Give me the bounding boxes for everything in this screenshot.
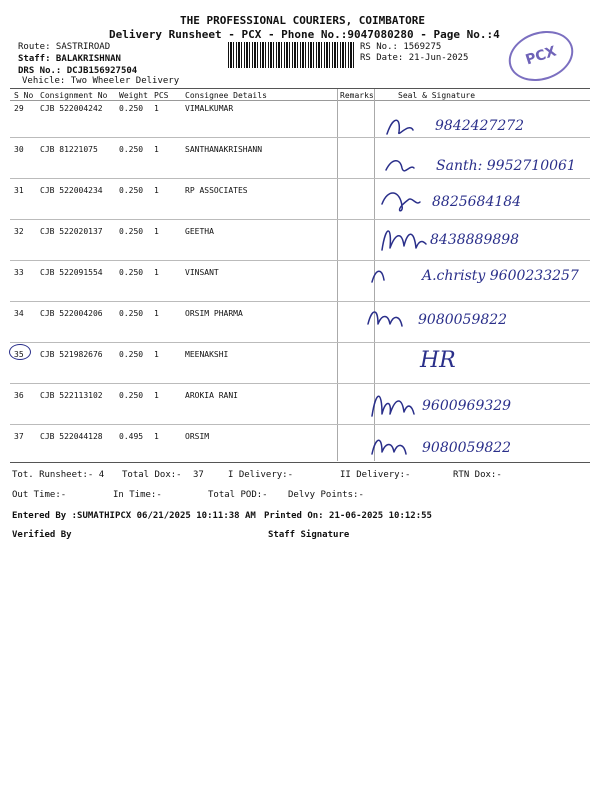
cell-weight: 0.250 [119,391,144,400]
cell-cons: CJB 521982676 [40,350,103,359]
signature-handwriting: 9600969329 [422,398,512,414]
row-divider [10,424,590,425]
column-header: Seal & Signature [398,91,476,100]
signature-handwriting: 9080059822 [422,440,512,456]
cell-pcs: 1 [154,391,159,400]
signature-handwriting: HR [420,348,456,373]
ii-delivery: II Delivery:- [340,470,411,480]
cell-sno: 32 [14,227,24,236]
verified-by: Verified By [12,530,72,540]
cell-cons: CJB 522091554 [40,268,103,277]
cell-name: MEENAKSHI [185,350,229,359]
row-divider [10,342,590,343]
column-header: Consignment No [40,91,108,100]
cell-cons: CJB 522004242 [40,104,103,113]
cell-cons: CJB 522004206 [40,309,103,318]
table-bottom-border [10,462,590,463]
cell-pcs: 1 [154,186,159,195]
cell-weight: 0.250 [119,268,144,277]
cell-pcs: 1 [154,350,159,359]
signature-handwriting: 8825684184 [432,194,522,210]
cell-sno: 30 [14,145,24,154]
cell-pcs: 1 [154,227,159,236]
tot-runsheet: Tot. Runsheet:- 4 [12,470,105,480]
cell-name: ORSIM PHARMA [185,309,243,318]
column-header: Remarks [340,91,374,100]
company-title: THE PROFESSIONAL COURIERS, COIMBATORE [180,14,426,27]
vehicle-label: Vehicle: Two Wheeler Delivery [22,76,180,86]
cell-sno: 31 [14,186,24,195]
in-time: In Time:- [113,490,162,500]
column-header: Weight [119,91,148,100]
row-divider [10,219,590,220]
remarks-column-divider [337,89,338,461]
runsheet-subtitle: Delivery Runsheet - PCX - Phone No.:9047080280 - Page No.:4 [109,28,500,41]
pcx-stamp: PCX [502,23,580,89]
signature-handwriting: 8438889898 [430,232,520,248]
cell-pcs: 1 [154,104,159,113]
rtn-dox: RTN Dox:- [453,470,502,480]
column-header: Consignee Details [185,91,267,100]
rs-date: RS Date: 21-Jun-2025 [360,53,469,63]
i-delivery: I Delivery:- [228,470,294,480]
cell-cons: CJB 522004234 [40,186,103,195]
staff-signature-label: Staff Signature [268,530,350,540]
cell-sno: 29 [14,104,24,113]
route-label: Route: SASTRIROAD [18,42,111,52]
cell-cons: CJB 522113102 [40,391,103,400]
header-divider [10,100,590,101]
cell-name: AROKIA RANI [185,391,238,400]
cell-pcs: 1 [154,268,159,277]
cell-weight: 0.495 [119,432,144,441]
column-header: S No [14,91,34,100]
cell-sno: 33 [14,268,24,277]
drs-label: DRS No.: DCJB156927504 [18,66,138,76]
cell-cons: CJB 522044128 [40,432,103,441]
cell-weight: 0.250 [119,350,144,359]
total-dox-label: Total Dox:- [122,470,182,480]
total-dox-value: 37 [193,470,204,480]
row-divider [10,383,590,384]
signature-handwriting: A.christy 9600233257 [422,268,579,284]
signature-handwriting: 9080059822 [418,312,508,328]
out-time: Out Time:- [12,490,67,500]
printed-on: Printed On: 21-06-2025 10:12:55 [264,511,432,521]
cell-cons: CJB 522020137 [40,227,103,236]
cell-name: RP ASSOCIATES [185,186,248,195]
cell-pcs: 1 [154,432,159,441]
barcode-image [228,42,356,68]
table-top-border [10,88,590,89]
cell-weight: 0.250 [119,227,144,236]
signature-handwriting: 9842427272 [435,118,525,134]
delvy-points: Delvy Points:- [288,490,364,500]
signature-handwriting: Santh: 9952710061 [436,158,576,174]
column-header: PCS [154,91,169,100]
sno-35-circle-mark [9,344,31,360]
cell-cons: CJB 81221075 [40,145,98,154]
cell-sno: 35 [14,350,24,359]
cell-sno: 36 [14,391,24,400]
cell-name: GEETHA [185,227,214,236]
staff-label: Staff: BALAKRISHNAN [18,54,121,64]
cell-sno: 34 [14,309,24,318]
cell-name: SANTHANAKRISHANN [185,145,263,154]
cell-weight: 0.250 [119,309,144,318]
cell-weight: 0.250 [119,186,144,195]
cell-name: VIMALKUMAR [185,104,234,113]
cell-name: ORSIM [185,432,210,441]
cell-name: VINSANT [185,268,219,277]
rs-number: RS No.: 1569275 [360,42,442,52]
cell-pcs: 1 [154,309,159,318]
cell-sno: 37 [14,432,24,441]
cell-weight: 0.250 [119,104,144,113]
entered-by: Entered By :SUMATHIPCX 06/21/2025 10:11:38 AM [12,511,256,521]
cell-weight: 0.250 [119,145,144,154]
total-pod: Total POD:- [208,490,268,500]
cell-pcs: 1 [154,145,159,154]
